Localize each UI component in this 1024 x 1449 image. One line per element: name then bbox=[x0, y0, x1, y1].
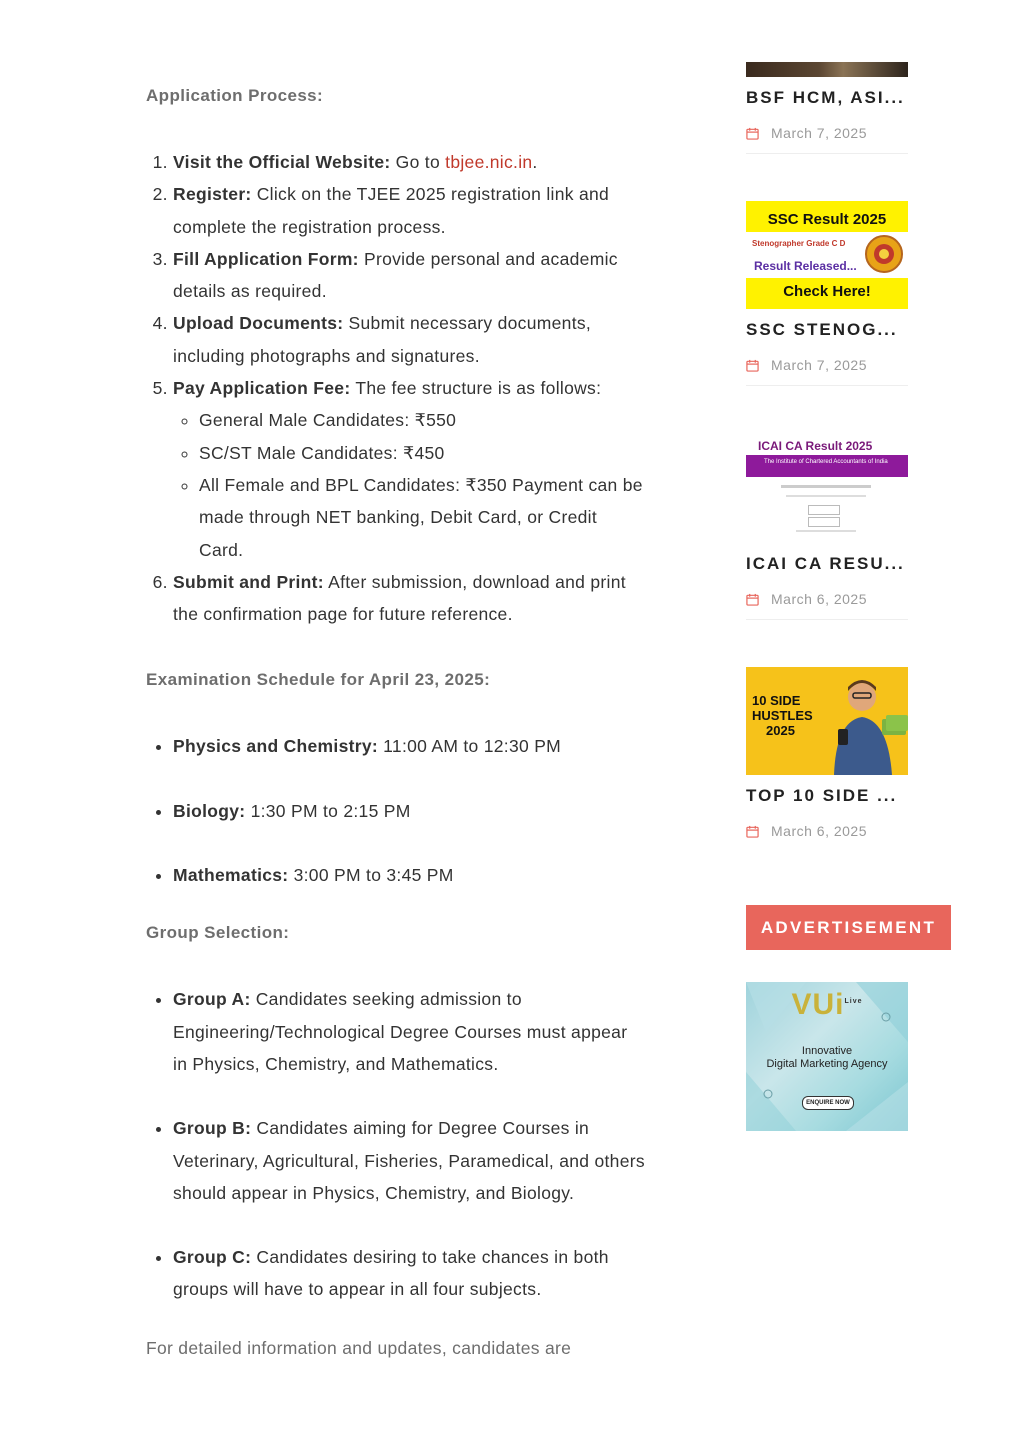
fee-item: ◦ All Female and BPL Candidates: ₹350 Payment can be made through NET banking, Debit Card, or Credit Card. bbox=[199, 469, 646, 566]
post-date: March 6, 2025 bbox=[746, 591, 908, 607]
group-selection-heading: Group Selection: bbox=[146, 923, 290, 943]
list-item: • Physics and Chemistry: 11:00 AM to 12:30 PM bbox=[173, 730, 646, 762]
list-item: • Group C: Candidates desiring to take chances in both groups will have to appear in all four subjects. bbox=[173, 1241, 646, 1306]
calendar-icon bbox=[746, 593, 759, 606]
calendar-icon bbox=[746, 359, 759, 372]
application-steps-list bbox=[146, 146, 646, 630]
calendar-icon bbox=[746, 825, 759, 838]
post-title[interactable]: BSF HCM, ASI... bbox=[746, 88, 905, 107]
ad-brand-logo: VUi$^{Live}$ bbox=[791, 988, 863, 1021]
list-item: • Group A: Candidates seeking admission to Engineering/Technological Degree Courses must appear in Physics, Chemistry, and Mathematics. bbox=[173, 983, 646, 1080]
post-thumbnail[interactable]: SSC Result 2025 Stenographer Grade C D Result Released... Check Here! bbox=[746, 201, 908, 309]
application-process-heading: Application Process: bbox=[146, 86, 324, 105]
recent-post-card[interactable] bbox=[746, 201, 908, 386]
thumbnail-text: SSC Result 2025 bbox=[767, 211, 887, 228]
list-item: 6. Submit and Print: After submission, download and print the confirmation page for future reference. bbox=[173, 566, 646, 631]
post-date: March 6, 2025 bbox=[746, 823, 908, 839]
post-title[interactable]: ICAI CA RESU... bbox=[746, 554, 905, 573]
official-website-link[interactable]: tbjee.nic.in bbox=[445, 152, 533, 172]
fee-item: ◦ SC/ST Male Candidates: ₹450 bbox=[199, 437, 646, 469]
list-item: 3. Fill Application Form: Provide personal and academic details as required. bbox=[173, 243, 646, 308]
divider bbox=[746, 153, 908, 154]
enquire-now-button[interactable]: ENQUIRE NOW bbox=[802, 1096, 854, 1110]
recent-post-card[interactable] bbox=[746, 62, 908, 154]
footer-paragraph: For detailed information and updates, candidates are bbox=[146, 1337, 572, 1358]
exam-schedule-list bbox=[146, 730, 646, 891]
emblem-icon bbox=[864, 234, 904, 274]
advertisement-label: ADVERTISEMENT bbox=[746, 905, 951, 950]
person-illustration bbox=[826, 671, 908, 775]
divider bbox=[746, 385, 908, 386]
post-thumbnail[interactable]: ICAI CA Result 2025 The Institute of Chartered Accountants of India bbox=[746, 435, 908, 543]
post-date: March 7, 2025 bbox=[746, 357, 908, 373]
calendar-icon bbox=[746, 127, 759, 140]
post-title[interactable]: SSC STENOG... bbox=[746, 320, 898, 339]
divider bbox=[746, 619, 908, 620]
ad-banner[interactable]: VUi$^{Live}$ Innovative Digital Marketing Agency ENQUIRE NOW bbox=[746, 982, 908, 1131]
list-item: 1. Visit the Official Website: Go to tbjee.nic.in. bbox=[173, 146, 646, 178]
fee-item: ◦ General Male Candidates: ₹550 bbox=[199, 404, 646, 436]
list-item: • Mathematics: 3:00 PM to 3:45 PM bbox=[173, 859, 646, 891]
recent-post-card[interactable] bbox=[746, 435, 908, 620]
exam-schedule-heading: Examination Schedule for April 23, 2025: bbox=[146, 670, 491, 690]
list-item: • Group B: Candidates aiming for Degree Courses in Veterinary, Agricultural, Fisheries, Paramedical, and others should appear in Physics, Chemistry, and Biology. bbox=[173, 1112, 646, 1209]
list-item: • Biology: 1:30 PM to 2:15 PM bbox=[173, 795, 646, 827]
post-thumbnail[interactable] bbox=[746, 62, 908, 77]
group-selection-list bbox=[146, 983, 646, 1305]
post-date: March 7, 2025 bbox=[746, 125, 908, 141]
fee-structure-list bbox=[173, 404, 646, 565]
list-item: 5. Pay Application Fee: The fee structure is as follows: ◦ General Male Candidates: ₹550 ◦ SC/ST Male Candidates: ₹450 ◦ All Female and BPL Candidates: ₹350 Payment can be made through NET banking, Debit Card, or Credit Card. bbox=[173, 372, 646, 566]
list-item: 4. Upload Documents: Submit necessary documents, including photographs and signatures. bbox=[173, 307, 646, 372]
post-title[interactable]: TOP 10 SIDE ... bbox=[746, 786, 898, 805]
post-thumbnail[interactable]: 10 SIDE HUSTLES 2025 bbox=[746, 667, 908, 775]
recent-post-card[interactable] bbox=[746, 667, 908, 839]
list-item: 2. Register: Click on the TJEE 2025 registration link and complete the registration process. bbox=[173, 178, 646, 243]
article-content bbox=[146, 86, 646, 1359]
